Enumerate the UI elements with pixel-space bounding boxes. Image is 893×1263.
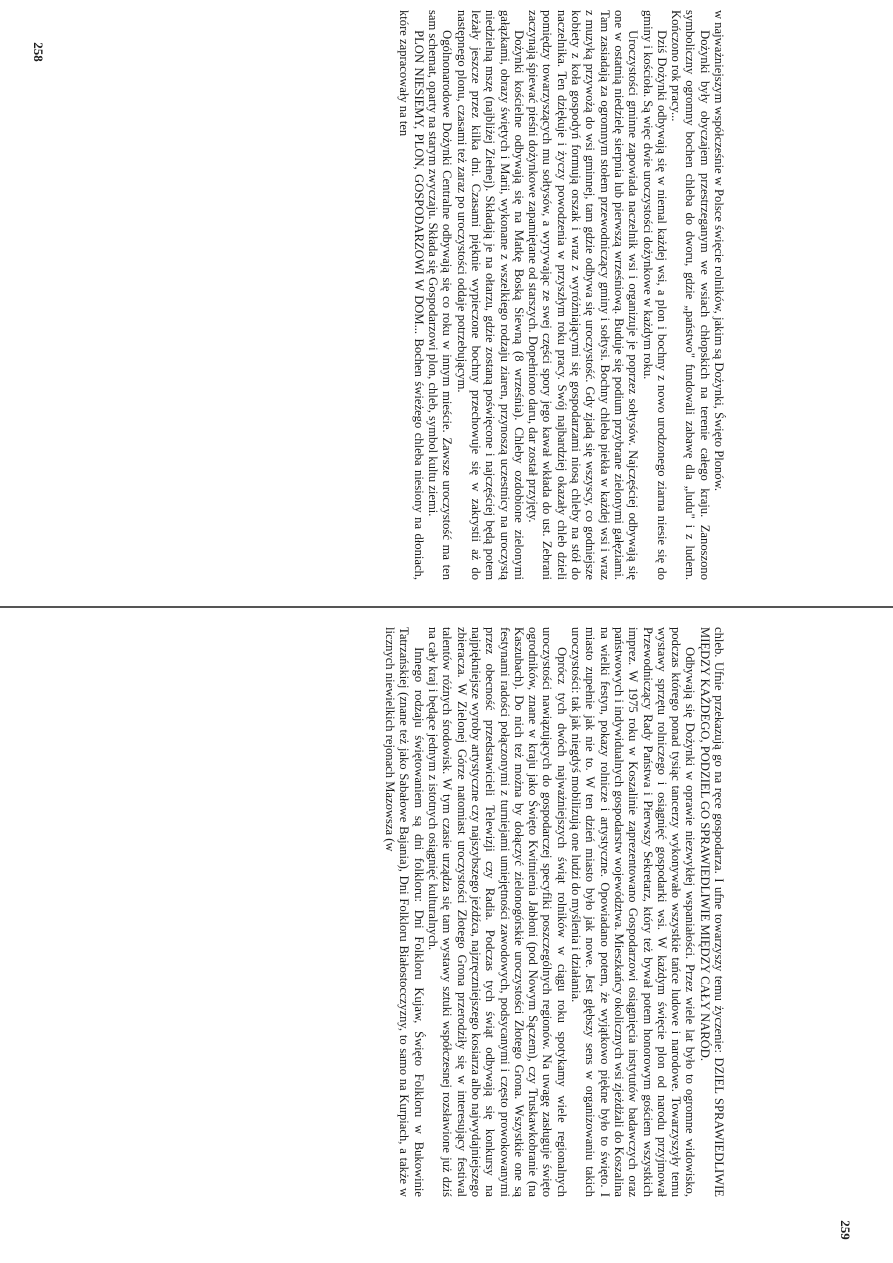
- paragraph: PLON NIESIEMY, PLON, GOSPODARZOWI W DOM... Bochen świeżego chleba niesiony na dłoniach, które zapracowały na ten: [397, 10, 426, 580]
- paragraph: Dożynki były obyczajem przestrzeganym we wsiach chłopskich na terenie całego kraju. Zanoszono symboliczny ogromny bochen chleba do dworu, gdzie „państwo" fundowali zabawę dla „ludu" i z ludem. Kończono rok pracy...: [669, 10, 712, 580]
- paragraph: w najważniejszym współcześnie w Polsce święcie rolników, jakim są Dożynki, Święto Plonów.: [712, 10, 726, 492]
- paragraph: Uroczystości gminne zapowiada naczelnik wsi i organizuje je poprzez sołtysów. Najczęściej odbywają się one w ostatnią niedzielę sierpnia lub pierwszą wrześniową. Buduje się podium przybrane zielonymi gałęziami. Tam zasiadają za ogromnym stołem przewodniczący gminy i sołtysi. Bochny chleba piekła w każdej wsi i wraz z muzyką przywożą do wsi gminnej, tam gdzie odbywa się uroczystość. Gdy zjadą się wszyscy, co godniejsze kobiety z koła gospodyń formują orszak i wraz z wyróżniającymi się gospodarzami niosą chleby na stół do naczelnika. Ten dziękuje i życzy powodzenia w przyszłym roku pracy. Swój najbardziej okazały chleb dzieli pomiędzy towarzyszących mu sołtysów, a wyrywając ze swej części spory jego kawał wkłada do ust. Zebrani zaczynają śpiewać pieśni dożynkowe zapamiętane od starszych. Dopełniono daru, dar został przyjęty.: [526, 10, 641, 580]
- page-fold-divider: [0, 606, 893, 608]
- paragraph: Ogólnonarodowe Dożynki Centralne odbywają się co roku w innym mieście. Zawsze uroczystość ma ten sam schemat, oparty na starym zwyczaju. Składa się Gospodarzowi plon, chleb, symbol kultu ziemi.: [426, 10, 455, 580]
- page-259-text: [166, 627, 726, 1197]
- paragraph: Innego rodzaju świętowaniem są dni folkloru: Dni Folkloru Kujaw, Święto Folkloru w Bukowinie Tatrzańskiej (znane też jako Sabałowe Bajania), Dni Folkloru Białostocczyzny, to samo na Kurpiach, a także w licznych niewielkich rejonach Mazowsza (w: [383, 627, 426, 1197]
- paragraph: chleb. Ufnie przekazują go na ręce gospodarza. I ufne towarzyszy temu życzenie: DZIEL SPRAWIEDLIWIE MIĘDZY KAŻDEGO, PODZIEL GO SPRAWIEDLIWIE MIĘDZY CAŁY NARÓD.: [697, 627, 726, 1197]
- paragraph: Dożynki kościelne odbywają się na Matkę Boską Siewną (8 września). Chleby ozdobione zielonymi gałązkami, obrazy świętych i Marii, wykonane z wszelkiego rodzaju ziaren, przynoszą uczestnicy na uroczystą niedzielną mszę (najbliżej Ziełnej). Składają je na ołtarzu, gdzie zostaną poświęcone i najczęściej będą potem leżały jeszcze przez kilka dni. Czasami pięknie wypieczone bochny przechowuje się w zakrystii aż do następnego plonu, czasami też zaraz po uroczystości oddaje potrzebującym.: [454, 10, 526, 580]
- paragraph: Odbywają się Dożynki w oprawie niezwykłej wspaniałości. Przez wiele lat było to ogromne widowisko, podczas którego ponad tysiąc tancerzy wykonywało wszystkie tańce ludowe i narodowe. Towarzyszyły temu wystawy sprzętu rolniczego i osiągnięć gospodarki wsi. W każdym święcie plon od narodu przyjmował Przewodniczący Rady Państwa i Pierwszy Sekretarz, który też bywał potem honorowym gościem wszystkich imprez. W 1975 roku w Koszalinie zaprezentowano Gospodarzowi osiągnięcia instytutów badawczych oraz państwowych i indywidualnych gospodarstw województwa. Mieszkańcy okolicznych wsi zjeżdżali do Koszalina na wielki festyn, pokazy rolnicze i artystyczne. Opowiadano potem, że wyjątkowo piękne było to święto. I miasto zupełnie jak nie to. W ten dzień miasto było jak nowe. Jest głębszy sens w organizowaniu takich uroczystości: tak jak niegdyś mobilizują one ludzi do myślenia i działania.: [569, 627, 698, 1197]
- paragraph: Oprócz tych dwóch najważniejszych świąt rolników w ciągu roku spotykamy wiele regionalnych uroczystości nawiązujących do gospodarczej specyfiki poszczególnych regionów. Na uwagę zasługuje święto ogrodników, znane w kraju jako Święto Kwitnienia Jabłoni (pod Nowym Sączem), czy Truskawkobranie (na Kaszubach). Do nich też można by dołączyć zielonogórskie uroczystości Złotego Grona. Wszystkie one są festynami radości połączonymi z turniejami umiejętności zawodowych, podsycanymi i często prowokowanymi przez obecność przedstawicieli Telewizji czy Radia. Podczas tych świąt odbywają się konkursy na najpiękniejsze wyroby artystyczne czy najszybszego jeźdźca, najzręczniejszego kosiarza albo najwydajniejszego zbieracza. W Zielonej Górze natomiast uroczystości Złotego Grona przerodziły się w interesujący festiwal talentów różnych środowisk. W tym czasie urządza się tam wystawy sztuki współczesnej rozsławione już dziś na cały kraj i będące jednym z istotnych osiągnięć kulturalnych.: [426, 627, 569, 1197]
- page-number: 259: [837, 1220, 853, 1240]
- paragraph: Dziś Dożynki odbywają się w niemal każdej wsi, a plon i bochny z nowo urodzonego ziarna niesie się do gminy i kościoła. Są więc dwie uroczystości dożynkowe w każdym roku.: [640, 10, 669, 580]
- page-number: 258: [30, 42, 46, 62]
- page-258-text: [166, 10, 726, 580]
